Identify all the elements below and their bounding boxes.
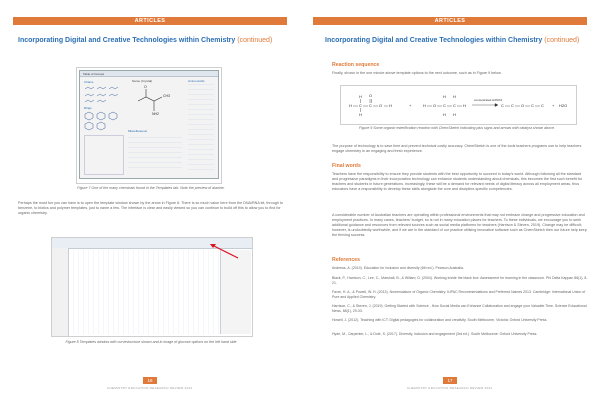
svg-text:H: H: [423, 103, 426, 108]
reference-item: Black, P., Harrison, C., Lee, C., Marshall, B., & Wiliam, D. (2004). Working inside the black box: Assessment for learning in the classroom. Phi Delta Kappan 86(1), 8-21.: [332, 276, 588, 285]
reaction-water: H2O: [559, 103, 568, 108]
page-title-suffix: (continued): [237, 37, 273, 44]
svg-text:O: O: [433, 103, 437, 108]
final-words-paragraph-2: A considerable number of Australian teachers are operating within professional environments that may not embrace change and progressive education and employment practices. In many cases, teachers' budget, so is not in many education places for teachers. To these individuals, we encourage you to seek additional guidance and resources from relevant sources such as social media platforms for teachers (Harrison & Steven, 2019). Change may be difficult; however, is undoubtedly worthwhile, and if we are in the standard of our practice utilising innovative software such as ChemSketch then our future help keep the thriving success.: [332, 213, 587, 238]
template-window: [79, 70, 219, 179]
svg-text:+: +: [409, 103, 412, 108]
final-words-paragraph-1: Teachers have the responsibility to ensure they provide students with the best opportunity to succeed in today's world. Although following all the standard and progressive paradigms in their incorporation technology can enhance students understanding about chemicals, this becomes the first such benefit for teachers and students in future generations. Increasingly, these will be a demand for relevant needs of digital literacy across all employment areas, thus educators have a responsibility to develop these skills alongside the core and discipline-specific competencies.: [332, 172, 583, 192]
svg-text:CH3: CH3: [163, 94, 171, 98]
template-window-title: Table of Groups: [83, 71, 105, 76]
svg-text:O: O: [379, 103, 383, 108]
svg-text:H: H: [443, 94, 446, 99]
page-title: [18, 37, 272, 44]
left-body-paragraph: Perhaps the most fun you can have is to open the template window shown by the arrow in Figure 8. There is so much value here from the DNA/RNA kit, through to benzene, to biotics and polymer templates, just to name a few. The interface is clear and easily viewed so you can continue to build off this to allow you to find for organic chemistry.: [18, 201, 283, 216]
figure-9: [340, 85, 577, 125]
amino-acids-label: Amino Acids: [188, 79, 205, 83]
left-footer: CHEMISTRY EDUCATION RESEARCH REVIEW 2021: [107, 386, 193, 390]
left-page-number: 16: [143, 377, 157, 384]
svg-text:C: C: [511, 103, 514, 108]
chains-label: Chains: [84, 80, 94, 84]
purpose-paragraph: The purpose of technology is to save time and prevent technical costly accuracy. ChemSketch is one of the tools teachers programs use to help teachers engage chemistry in an engaging and fresh experience.: [332, 144, 582, 154]
svg-text:NH2: NH2: [152, 112, 160, 116]
svg-text:O: O: [369, 93, 373, 98]
right-page: [300, 0, 600, 400]
articles-banner-right: ARTICLES: [313, 17, 587, 25]
misc-label: Miscellaneous: [128, 129, 148, 133]
reference-item: Andrews, A. (2019). Education for inclusion and diversity (6th ed.). Pearson Australia.: [332, 266, 464, 270]
page-title-text: Incorporating Digital and Creative Technologies within Chemistry: [18, 37, 236, 44]
svg-text:C: C: [359, 103, 362, 108]
figure-8-caption: Figure 8 Templates window with curvestructure shown and in image of glucose options on the left hand side: [65, 340, 237, 344]
chain-templates[interactable]: [84, 85, 122, 103]
reaction-sequence-heading: Reaction sequence: [332, 62, 380, 68]
page-title-text-right: Incorporating Digital and Creative Technologies within Chemistry: [325, 37, 543, 44]
references-heading: References: [332, 257, 360, 263]
reaction-scheme: [341, 86, 576, 124]
reaction-intro: Finally, shown in the one minute above template options to the next outcome, such as in Figure 9 below.: [332, 71, 502, 75]
right-footer: CHEMISTRY EDUCATION RESEARCH REVIEW 2021: [407, 386, 493, 390]
arrow-icon: [202, 241, 242, 261]
reference-item: Favre, H. A., & Powell, W. H. (2013). Nomenclature of Organic Chemistry: IUPAC Recommendations and Preferred Names 2013. Cambridge: International Union of Pure and Applied Chemistry.: [332, 290, 586, 299]
reference-item: Harrison, C., & Steven, J. (2019). Getting Started with Science - How Social Media can Enhance Collaboration and engage your Valuable Time. Science Educational News, 68(1), 29-33.: [332, 304, 587, 313]
svg-text:H: H: [359, 94, 362, 99]
svg-text:H: H: [463, 103, 466, 108]
ring-templates[interactable]: [84, 111, 122, 131]
svg-text:C: C: [453, 103, 456, 108]
svg-text:C: C: [501, 103, 504, 108]
name-label: Name (Crystal): [132, 79, 153, 83]
svg-text:C: C: [369, 103, 372, 108]
svg-text:C: C: [541, 103, 544, 108]
reference-item: Howell, J. (2012). Teaching with ICT: Digital pedagogies for collaboration and creativity. South Melbourne, Victoria: Oxford University Press.: [332, 318, 548, 322]
svg-text:O: O: [144, 85, 147, 89]
amino-acid-list[interactable]: [188, 84, 214, 174]
svg-text:O: O: [521, 103, 525, 108]
figure-9-caption: Figure 9 Some organic esterification reaction with ChemSketch indicating plus signs and arrows with catalyst shown above.: [359, 126, 555, 130]
figure-8: [51, 237, 253, 337]
figure-7: [76, 67, 222, 184]
svg-text:H: H: [443, 112, 446, 117]
figure-7-caption: Figure 7 One of the many chemicals found in the Templates tab. Note the preview of alanine.: [77, 186, 225, 190]
articles-banner: ARTICLES: [13, 17, 287, 25]
svg-text:H: H: [389, 103, 392, 108]
svg-text:C: C: [531, 103, 534, 108]
reference-item: Hyde, M., Carpenter, L., & Dole, S. (2017). Diversity, inclusion and engagement (3rd ed.). South Melbourne: Oxford University Press.: [332, 332, 538, 336]
right-page-number: 17: [443, 377, 457, 384]
reaction-catalyst-label: concentrated H2SO4: [474, 98, 503, 102]
final-words-heading: Final words: [332, 163, 361, 169]
misc-grid[interactable]: [128, 134, 182, 172]
molecule-preview: [132, 83, 172, 123]
svg-text:C: C: [443, 103, 446, 108]
page-title-suffix-right: (continued): [544, 37, 580, 44]
svg-text:H: H: [349, 103, 352, 108]
svg-text:H: H: [359, 112, 362, 117]
svg-text:H: H: [453, 94, 456, 99]
svg-text:H: H: [453, 112, 456, 117]
page-title-right: [325, 37, 579, 44]
reaction-plus-sign: +: [552, 103, 555, 108]
rings-label: Rings: [84, 106, 92, 110]
